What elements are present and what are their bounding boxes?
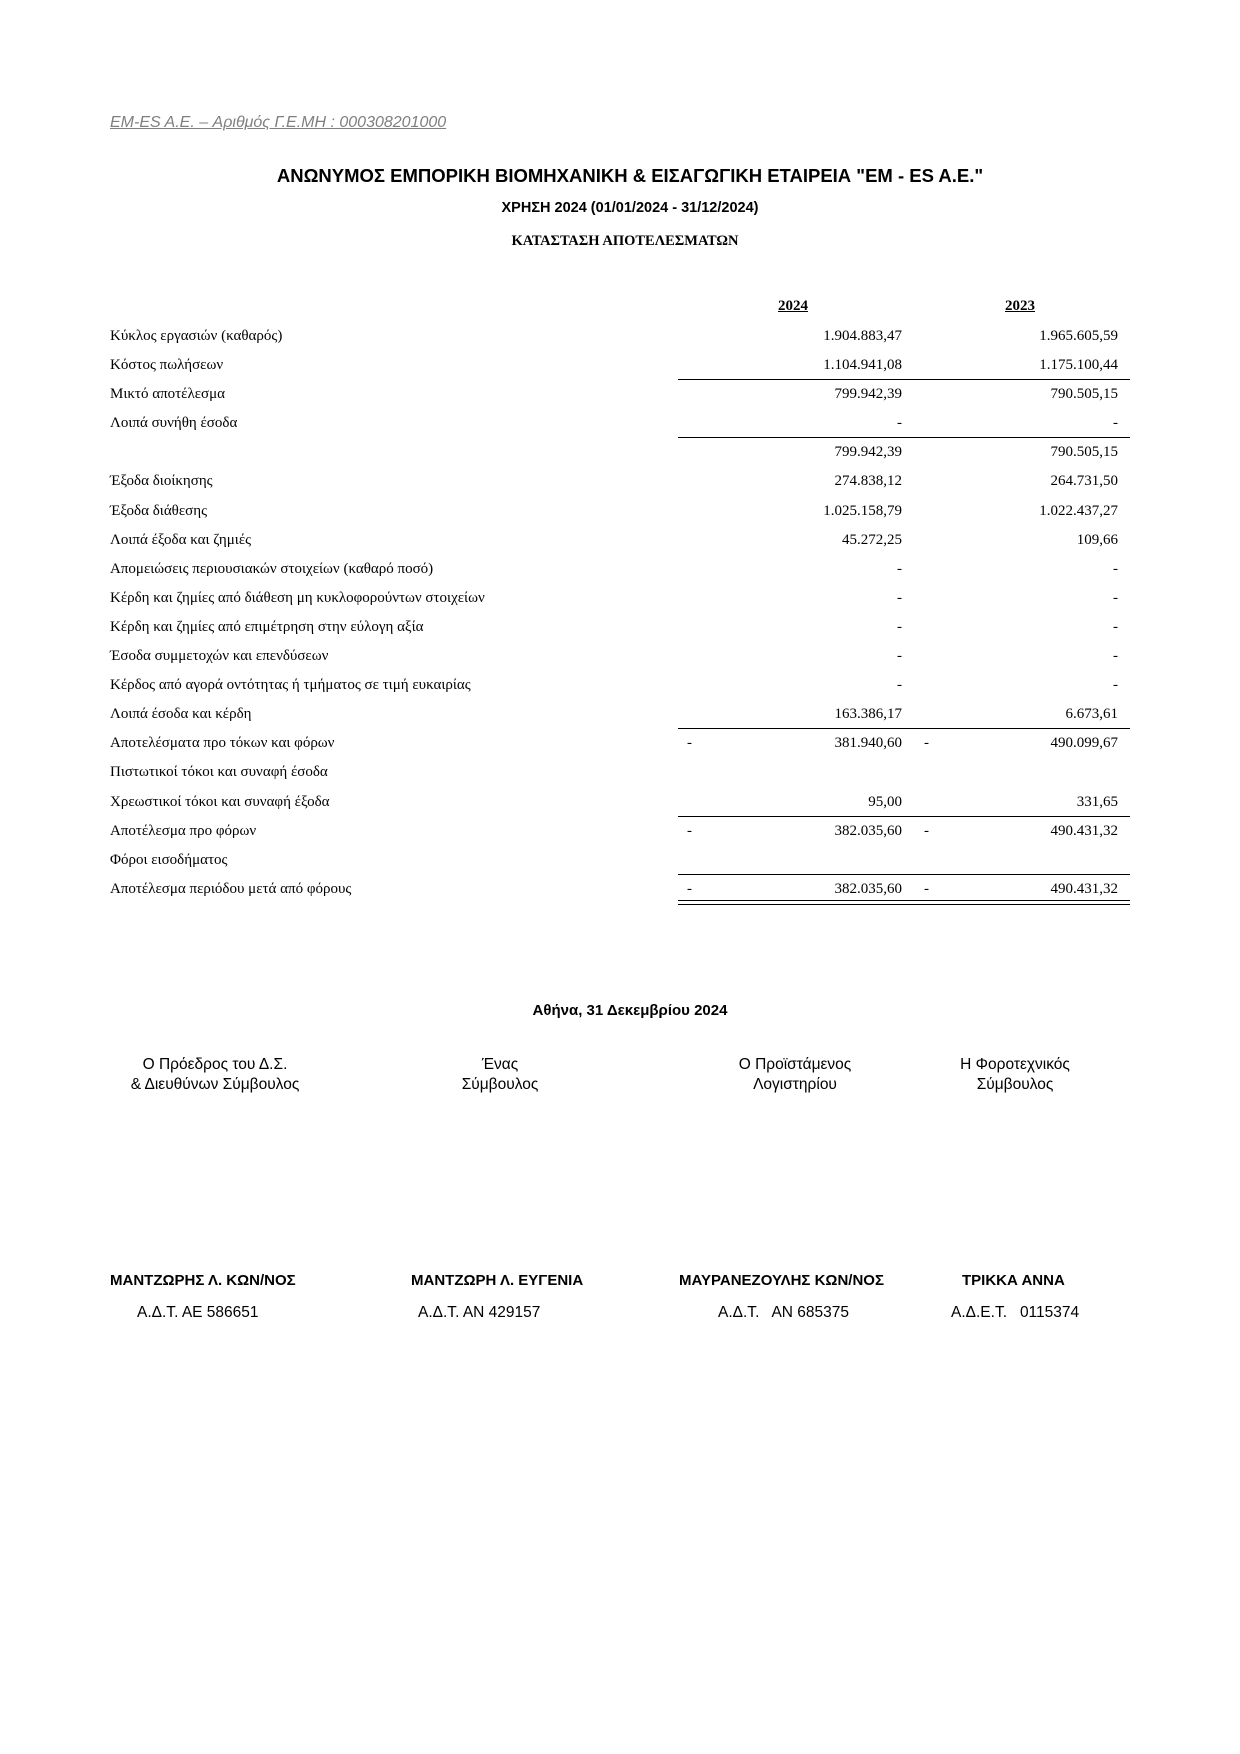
role-line-2: Σύμβουλος (461, 1076, 539, 1093)
table-row (110, 758, 1130, 787)
row-label: Κέρδος από αγορά οντότητας ή τμήματος σε τιμή ευκαιρίας (110, 677, 471, 694)
table-row (110, 817, 1130, 846)
value-2023: 1.175.100,44 (1039, 357, 1118, 374)
row-label: Απομειώσεις περιουσιακών στοιχείων (καθαρό ποσό) (110, 560, 434, 577)
value-2023: 6.673,61 (1065, 706, 1118, 723)
row-label: Λοιπά έξοδα και ζημιές (110, 531, 252, 548)
value-2024: - (897, 618, 902, 635)
row-label: Φόροι εισοδήματος (110, 851, 228, 868)
table-row (110, 671, 1130, 700)
income-statement-table (110, 294, 1130, 904)
value-2024: - (897, 648, 902, 665)
role-line-1: Η Φοροτεχνικός (960, 1056, 1070, 1073)
value-2024: - (897, 415, 902, 432)
table-header (110, 294, 1130, 322)
sign-2024: - (687, 735, 692, 752)
row-label: Λοιπά συνήθη έσοδα (110, 415, 238, 432)
sign-2024: - (687, 880, 692, 897)
signatory-role (700, 1055, 890, 1095)
signatory-role (410, 1055, 590, 1095)
signatory-id: Α.Δ.Ε.Τ. 0115374 (951, 1304, 1080, 1321)
row-label: Πιστωτικοί τόκοι και συναφή έσοδα (110, 764, 328, 781)
column-header-2023: 2023 (1005, 298, 1035, 314)
value-2024: 163.386,17 (834, 706, 902, 723)
row-label: Χρεωστικοί τόκοι και συναφή έξοδα (110, 793, 330, 810)
sign-2023: - (924, 822, 929, 839)
signatory-name: ΜΑΥΡΑΝΕΖΟΥΛΗΣ ΚΩΝ/ΝΟΣ (679, 1272, 884, 1289)
table-row (110, 409, 1130, 438)
value-2023: 790.505,15 (1050, 386, 1118, 403)
row-label: Αποτέλεσμα περιόδου μετά από φόρους (110, 880, 352, 897)
table-row (110, 584, 1130, 613)
row-label: Κέρδη και ζημίες από διάθεση μη κυκλοφορούντων στοιχείων (110, 589, 485, 606)
value-2023: 490.431,32 (1050, 822, 1118, 839)
value-2024: 382.035,60 (834, 822, 902, 839)
table-row (110, 351, 1130, 380)
table-row (110, 642, 1130, 671)
signatory-id: Α.Δ.Τ. ΑΝ 429157 (418, 1304, 541, 1321)
value-2023: - (1113, 560, 1118, 577)
value-2023: 490.431,32 (1050, 880, 1118, 897)
value-2023: - (1113, 618, 1118, 635)
row-label: Κέρδη και ζημίες από επιμέτρηση στην εύλογη αξία (110, 618, 424, 635)
value-2024: - (897, 677, 902, 694)
table-body (110, 322, 1130, 904)
table-row (110, 875, 1130, 904)
role-line-1: Ένας (481, 1056, 519, 1073)
company-title: ΑΝΩΝΥΜΟΣ ΕΜΠΟΡΙΚΗ ΒΙΟΜΗΧΑΝΙΚΗ & ΕΙΣΑΓΩΓΙΚΗ ΕΤΑΙΡΕΙΑ "ΕΜ - ES A.E." (276, 165, 984, 186)
value-2024: 45.272,25 (842, 531, 902, 548)
value-2023: - (1113, 589, 1118, 606)
sign-2024: - (687, 822, 692, 839)
table-row (110, 438, 1130, 467)
value-2024: 1.104.941,08 (823, 357, 902, 374)
signatory-id: Α.Δ.Τ. ΑΕ 586651 (137, 1304, 259, 1321)
row-label: Αποτελέσματα προ τόκων και φόρων (110, 735, 335, 752)
value-2024: 1.025.158,79 (823, 502, 902, 519)
value-2023: 1.965.605,59 (1039, 328, 1118, 344)
row-label: Αποτέλεσμα προ φόρων (110, 822, 257, 839)
value-2023: - (1113, 415, 1118, 432)
value-2023: 331,65 (1076, 793, 1118, 810)
table-row (110, 846, 1130, 875)
signatory-name: ΜΑΝΤΖΩΡΗ Λ. ΕΥΓΕΝΙΑ (411, 1272, 584, 1289)
table-row (110, 613, 1130, 642)
table-row (110, 788, 1130, 817)
fiscal-year: ΧΡΗΣΗ 2024 (01/01/2024 - 31/12/2024) (501, 200, 759, 216)
role-line-1: Ο Προϊστάμενος (738, 1056, 852, 1073)
table-row (110, 497, 1130, 526)
value-2023: 490.099,67 (1050, 735, 1118, 752)
signatory-name: ΤΡΙΚΚΑ ΑΝΝΑ (962, 1272, 1065, 1289)
value-2024: 799.942,39 (834, 444, 902, 461)
signatory-name: ΜΑΝΤΖΩΡΗΣ Λ. ΚΩΝ/ΝΟΣ (110, 1272, 296, 1289)
row-label: Έσοδα συμμετοχών και επενδύσεων (110, 648, 329, 665)
value-2024: 1.904.883,47 (823, 328, 902, 344)
table-row (110, 322, 1130, 351)
value-2023: 1.022.437,27 (1039, 502, 1118, 519)
statement-title: ΚΑΤΑΣΤΑΣΗ ΑΠΟΤΕΛΕΣΜΑΤΩΝ (511, 233, 739, 249)
signatory-id: Α.Δ.Τ. ΑΝ 685375 (718, 1304, 850, 1321)
gemi-registration-line: EM-ES A.E. – Αριθμός Γ.Ε.ΜΗ : 000308201000 (110, 114, 447, 131)
value-2024: 381.940,60 (834, 735, 902, 752)
value-2024: 799.942,39 (834, 386, 902, 403)
value-2024: - (897, 560, 902, 577)
row-label: Έξοδα διοίκησης (110, 473, 213, 490)
value-2023: 109,66 (1076, 531, 1118, 548)
table-row (110, 526, 1130, 555)
table-row (110, 700, 1130, 729)
role-line-1: Ο Πρόεδρος του Δ.Σ. (142, 1056, 288, 1073)
value-2024: 382.035,60 (834, 880, 902, 897)
row-label: Κύκλος εργασιών (καθαρός) (110, 328, 283, 344)
table-row (110, 380, 1130, 409)
row-label: Μικτό αποτέλεσμα (110, 386, 226, 403)
column-header-2024: 2024 (778, 298, 808, 314)
table-row (110, 555, 1130, 584)
value-2024: - (897, 589, 902, 606)
sign-2023: - (924, 880, 929, 897)
row-label: Έξοδα διάθεσης (110, 502, 208, 519)
row-label: Κόστος πωλήσεων (110, 357, 224, 374)
value-2023: - (1113, 677, 1118, 694)
signatory-role (110, 1055, 320, 1095)
role-line-2: Λογιστηρίου (753, 1076, 837, 1093)
value-2024: 274.838,12 (834, 473, 902, 490)
table-row (110, 729, 1130, 758)
signatory-role (920, 1055, 1110, 1095)
value-2023: - (1113, 648, 1118, 665)
role-line-2: Σύμβουλος (976, 1076, 1054, 1093)
row-label: Λοιπά έσοδα και κέρδη (110, 706, 252, 723)
role-line-2: & Διευθύνων Σύμβουλος (130, 1076, 300, 1093)
value-2024: 95,00 (868, 793, 902, 810)
value-2023: 264.731,50 (1050, 473, 1118, 490)
place-date: Αθήνα, 31 Δεκεμβρίου 2024 (532, 1002, 728, 1019)
value-2023: 790.505,15 (1050, 444, 1118, 461)
table-row (110, 467, 1130, 496)
sign-2023: - (924, 735, 929, 752)
